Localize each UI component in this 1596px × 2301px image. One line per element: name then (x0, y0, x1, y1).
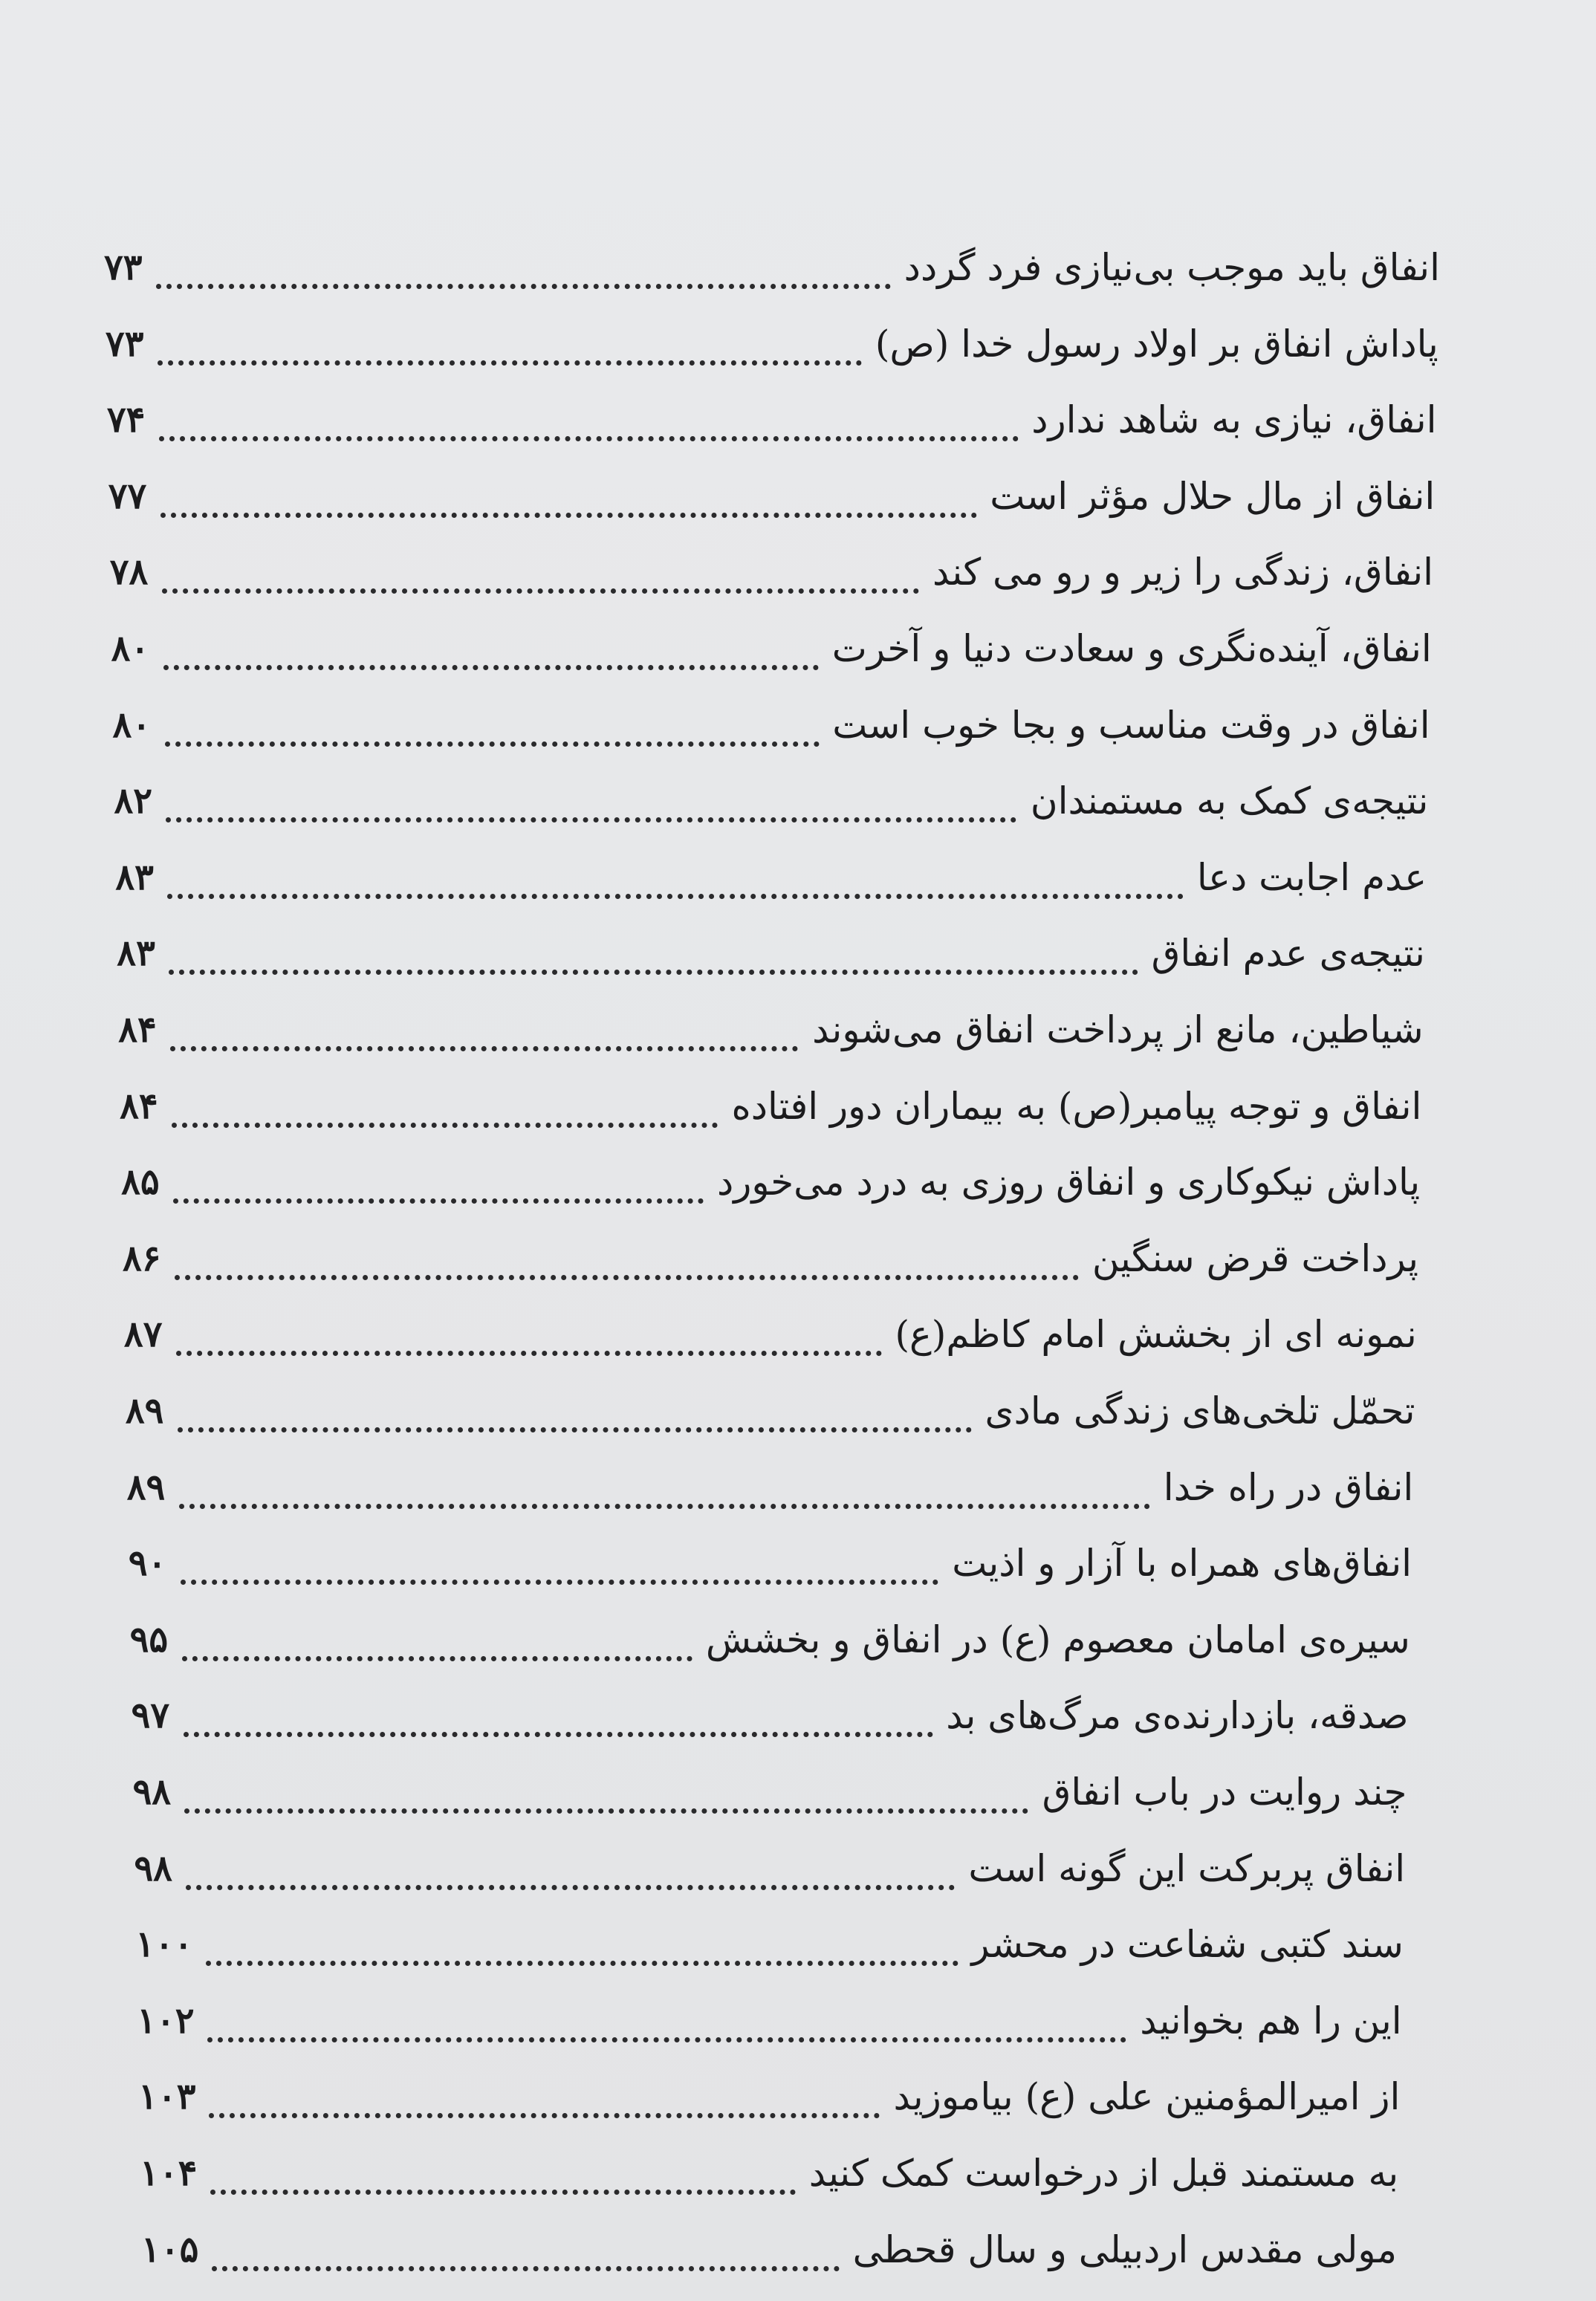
toc-entry-title: پاداش انفاق بر اولاد رسول خدا (ص) (875, 322, 1438, 366)
toc-entry-page-number: ۹۰ (128, 1542, 167, 1585)
dot-leader (159, 436, 1019, 441)
toc-entry-title: پرداخت قرض سنگین (1091, 1236, 1418, 1280)
toc-entry-page-number: ۱۰۵ (141, 2228, 199, 2271)
toc-entry-title: صدقه، بازدارنده‌ی مرگ‌های بد (946, 1694, 1409, 1738)
toc-entry[interactable] (132, 1690, 1409, 1749)
dot-leader (181, 1580, 938, 1585)
toc-entry[interactable] (121, 1156, 1420, 1216)
toc-entry[interactable] (123, 1233, 1418, 1292)
dot-leader (206, 1961, 958, 1966)
toc-entry[interactable] (132, 1766, 1407, 1825)
dot-leader (156, 284, 891, 289)
toc-entry-title: نمونه ای از بخشش امام کاظم(ع) (895, 1313, 1417, 1357)
toc-entry-page-number: ۷۳ (105, 322, 144, 365)
toc-entry[interactable] (124, 1308, 1417, 1368)
dot-leader (165, 741, 820, 747)
toc-entry[interactable] (113, 699, 1430, 759)
dot-leader (184, 1732, 933, 1737)
table-of-contents (0, 230, 1596, 2271)
toc-entry[interactable] (134, 1843, 1405, 1902)
dot-leader (163, 665, 819, 670)
dot-leader (210, 2190, 796, 2195)
toc-entry-page-number: ۹۵ (129, 1618, 169, 1661)
toc-entry-title: عدم اجابت دعا (1196, 855, 1427, 899)
toc-entry-title: پاداش نیکوکاری و انفاق روزی به درد می‌خورد (716, 1161, 1421, 1204)
toc-entry[interactable] (126, 1385, 1415, 1444)
toc-entry-title: نتیجه‌ی کمک به مستمندان (1030, 779, 1429, 823)
dot-leader (173, 1198, 704, 1204)
toc-entry[interactable] (118, 1004, 1423, 1063)
toc-entry[interactable] (111, 623, 1432, 682)
toc-entry[interactable] (120, 1080, 1421, 1140)
dot-leader (184, 1808, 1028, 1814)
toc-entry-page-number: ۷۷ (108, 475, 147, 517)
dot-leader (169, 970, 1138, 975)
toc-entry-page-number: ۸۷ (123, 1314, 163, 1356)
toc-entry-title: چند روایت در باب انفاق (1042, 1771, 1407, 1814)
toc-entry-page-number: ۱۰۲ (137, 1999, 195, 2042)
toc-entry-page-number: ۸۹ (126, 1466, 166, 1508)
toc-entry-page-number: ۸۹ (125, 1390, 164, 1432)
dot-leader (172, 1123, 718, 1128)
toc-entry-page-number: ۹۸ (134, 1847, 172, 1889)
dot-leader (175, 1275, 1079, 1280)
dot-leader (167, 894, 1184, 899)
dot-leader (182, 1656, 692, 1661)
toc-entry[interactable] (108, 470, 1436, 530)
toc-entry-title: انفاق، نیازی به شاهد ندارد (1031, 398, 1437, 442)
toc-entry-page-number: ۱۰۰ (135, 1924, 193, 1966)
toc-entry-title: شیاطین، مانع از پرداخت انفاق می‌شوند (812, 1008, 1424, 1051)
toc-entry[interactable] (140, 2147, 1398, 2207)
toc-entry-page-number: ۷۸ (109, 551, 149, 594)
toc-entry[interactable] (138, 2071, 1400, 2130)
toc-entry[interactable] (110, 546, 1433, 606)
toc-entry-page-number: ۸۶ (123, 1237, 161, 1279)
dot-leader (170, 1046, 798, 1051)
toc-entry-title: انفاق در راه خدا (1163, 1465, 1414, 1509)
toc-entry-title: سند کتبی شفاعت در محشر (971, 1923, 1404, 1967)
dot-leader (158, 360, 862, 366)
toc-entry-title: انفاق و توجه پیامبر(ص) به بیماران دور افتاده (731, 1084, 1422, 1128)
toc-entry-page-number: ۷۴ (106, 399, 146, 441)
toc-entry-page-number: ۷۳ (104, 247, 143, 288)
dot-leader (166, 817, 1016, 822)
toc-entry-page-number: ۸۳ (117, 932, 155, 975)
toc-entry-title: انفاق، آینده‌نگری و سعادت دنیا و آخرت (831, 627, 1432, 670)
toc-entry-page-number: ۸۰ (112, 704, 152, 746)
toc-entry-title: انفاق باید موجب بی‌نیازی فرد گردد (904, 246, 1440, 289)
dot-leader (178, 1427, 972, 1432)
toc-entry[interactable] (107, 394, 1437, 453)
toc-entry-page-number: ۸۳ (115, 856, 154, 898)
toc-entry-page-number: ۹۸ (132, 1771, 172, 1813)
toc-entry[interactable] (135, 1918, 1404, 1978)
toc-entry-title: سیره‌ی امامان معصوم (ع) در انفاق و بخشش (705, 1617, 1410, 1661)
toc-entry-title: این را هم بخوانید (1140, 1999, 1402, 2042)
dot-leader (209, 2113, 880, 2118)
toc-entry-title: از امیرالمؤمنین علی (ع) بیاموزید (893, 2075, 1401, 2119)
dot-leader (207, 2037, 1126, 2042)
toc-entry-page-number: ۱۰۳ (138, 2076, 196, 2118)
toc-entry[interactable] (130, 1614, 1410, 1673)
toc-entry-title: انفاق در وقت مناسب و بجا خوب است (832, 703, 1430, 747)
toc-entry[interactable] (137, 1995, 1401, 2054)
toc-entry-title: انفاق از مال حلال مؤثر است (990, 474, 1436, 518)
toc-entry-page-number: ۹۷ (131, 1695, 170, 1737)
toc-entry-page-number: ۱۰۴ (140, 2152, 198, 2194)
toc-entry[interactable] (114, 775, 1428, 834)
dot-leader (179, 1504, 1150, 1509)
dot-leader (212, 2266, 840, 2271)
toc-entry-title: به مستمند قبل از درخواست کمک کنید (808, 2152, 1399, 2195)
dot-leader (176, 1351, 882, 1356)
toc-entry-page-number: ۸۰ (111, 628, 150, 669)
toc-entry-title: انفاق‌های همراه با آزار و اذیت (952, 1542, 1412, 1586)
toc-entry-title: تحمّل تلخی‌های زندگی مادی (984, 1389, 1415, 1432)
toc-entry[interactable] (106, 318, 1438, 377)
toc-entry-title: انفاق، زندگی را زیر و رو می کند (932, 551, 1434, 594)
toc-entry[interactable] (104, 241, 1440, 301)
toc-entry[interactable] (129, 1537, 1412, 1597)
dot-leader (160, 513, 977, 518)
toc-entry[interactable] (127, 1461, 1414, 1521)
toc-entry-page-number: ۸۵ (121, 1161, 160, 1204)
toc-entry-title: نتیجه‌ی عدم انفاق (1151, 932, 1425, 976)
toc-entry[interactable] (117, 927, 1425, 987)
toc-entry[interactable] (141, 2224, 1397, 2283)
dot-leader (186, 1885, 955, 1890)
toc-entry-title: مولی مقدس اردبیلی و سال قحطی (852, 2227, 1397, 2271)
toc-entry[interactable] (115, 851, 1427, 911)
toc-entry-title: انفاق پربرکت این گونه است (968, 1846, 1406, 1890)
dot-leader (162, 588, 919, 594)
toc-entry-page-number: ۸۴ (118, 1009, 157, 1051)
toc-entry-page-number: ۸۲ (114, 780, 153, 822)
toc-entry-page-number: ۸۴ (120, 1085, 158, 1127)
